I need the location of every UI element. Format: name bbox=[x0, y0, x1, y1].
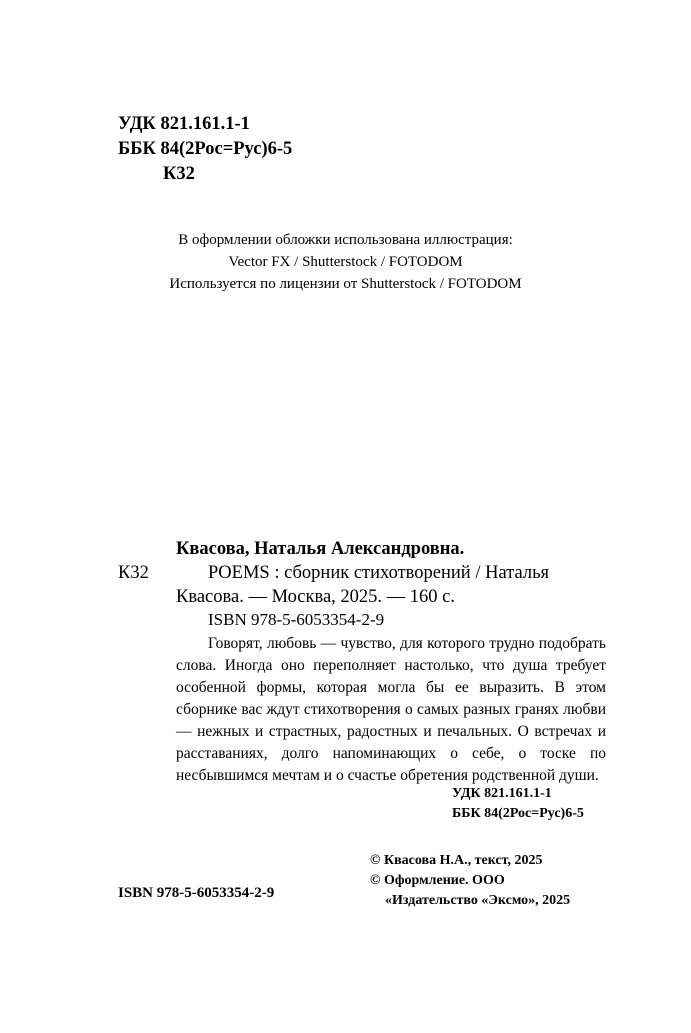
illustration-credit-line2: Vector FX / Shutterstock / FOTODOM bbox=[228, 254, 463, 270]
illustration-credit-line3: Используется по лицензии от Shutterstock / FOTODOM bbox=[169, 276, 522, 292]
title-line-2: Квасова. — Москва, 2025. — 160 с. bbox=[176, 587, 456, 607]
isbn-bottom: ISBN 978-5-6053354-2-9 bbox=[118, 885, 275, 901]
author-heading: Квасова, Наталья Александровна. bbox=[176, 539, 465, 559]
copyright-design: © Оформление. ООО bbox=[370, 873, 505, 888]
annotation-text: Говорят, любовь — чувство, для которого трудно подобрать слова. Иногда оно переполняет настолько, что душа требует особенной формы, которая могла бы ее выразить. В этом сборнике вас ждут стихотворения о самых разных гранях любви — нежных и страстных, радостных и печальных. О встречах и расставаниях, долго напоминающих о себе, о тоске по несбывшимся мечтам и о счастье обретения родственной души. bbox=[176, 635, 606, 784]
title-line-1: POEMS : сборник стихотворений / Наталья bbox=[208, 563, 550, 583]
bbk-code: ББК 84(2Рос=Рус)6-5 bbox=[118, 139, 293, 159]
udk-code-small: УДК 821.161.1-1 bbox=[452, 786, 552, 801]
udk-code: УДК 821.161.1-1 bbox=[118, 114, 250, 134]
bbk-code-small: ББК 84(2Рос=Рус)6-5 bbox=[452, 806, 584, 821]
author-mark-left: К32 bbox=[118, 563, 149, 583]
isbn-record: ISBN 978-5-6053354-2-9 bbox=[208, 610, 385, 629]
author-mark: К32 bbox=[163, 164, 195, 184]
copyright-text: © Квасова Н.А., текст, 2025 bbox=[370, 853, 543, 868]
copyright-publisher: «Издательство «Эксмо», 2025 bbox=[385, 893, 571, 908]
illustration-credit-line1: В оформлении обложки использована иллюстрация: bbox=[178, 232, 513, 248]
